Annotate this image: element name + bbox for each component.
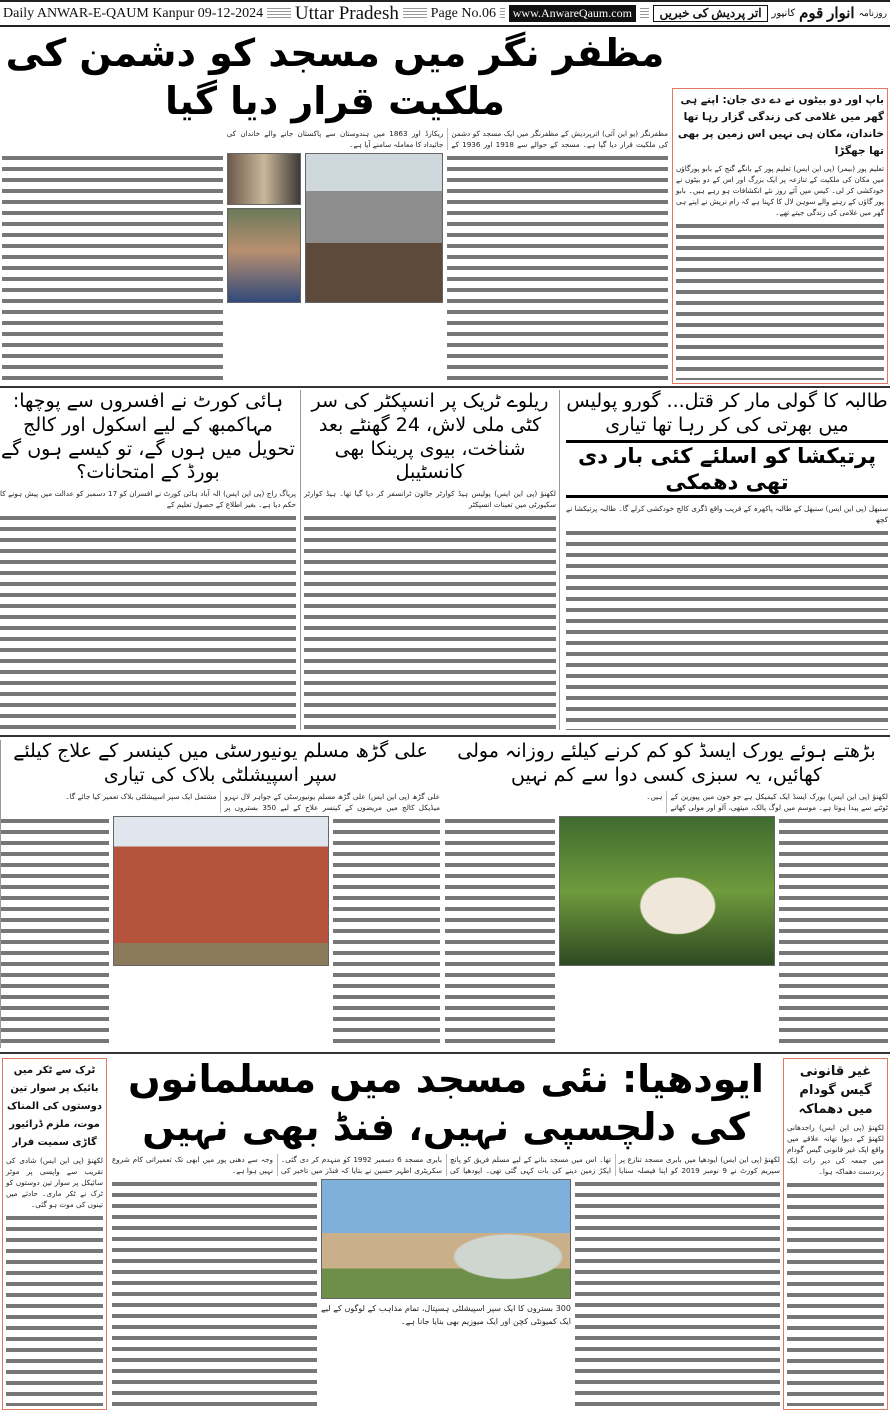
story-headline: طالبہ کا گولی مار کر قتل... گورو پولیس میں بھرتی کی کر رہا تھا تیاری — [566, 390, 888, 436]
person-photo — [227, 153, 301, 205]
story-headline: علی گڑھ مسلم یونیورسٹی میں کینسر کے علاج کیلئے سپر اسپیشلٹی بلاک کی تیاری — [13, 740, 428, 786]
section-name: Uttar Pradesh — [294, 2, 399, 24]
ayodhya-body — [112, 1179, 780, 1410]
mosque-design-photo — [321, 1179, 571, 1299]
brief-headline: ٹرک سے ٹکر میں بائیک پر سوار تین دوستوں کی المناک موت، ملزم ڈرائیور گاڑی سمیت فرار — [7, 1065, 102, 1148]
brief-text: لکھنؤ (پی این ایس) راجدھانی لکھنؤ کے دیوا تھانہ علاقے میں واقع ایک غیر قانونی گیس گودام میں جمعہ کی دیر رات ایک زبردست دھماکہ ہوا۔ — [787, 1123, 884, 1176]
page-number: Page No.06 — [430, 5, 496, 21]
story-student-murder — [566, 390, 888, 730]
daily-label: روزنامہ — [858, 8, 887, 18]
left-brief-box — [2, 1058, 107, 1410]
divider — [0, 1052, 890, 1054]
story-text: پریاگ راج (پی این ایس) الہ آباد ہائی کورٹ نے افسران کو 17 دسمبر کو عدالت میں پیش ہونے کا حکم دیا ہے۔ بغیر اطلاع کے حصول تعلیم کے — [0, 489, 296, 509]
side-story-box — [672, 88, 888, 384]
story-uric-acid — [445, 740, 888, 1048]
story-railway-inspector — [300, 390, 560, 730]
story-headline: ریلوے ٹریک پر انسپکٹر کی سر کٹی ملی لاش، 24 گھنٹے بعد شناخت، بیوی پرینکا بھی کانسٹیبل — [311, 390, 549, 484]
story-headline: ہائی کورٹ نے افسروں سے پوچھا: مہاکمبھ کے لیے اسکول اور کالج تحویل میں ہوں گے، تو کیسے ہوں گے بورڈ کے امتحانات؟ — [1, 390, 295, 484]
story-high-court — [0, 390, 296, 730]
section-urdu: اتر پردیش کی خبریں — [653, 5, 767, 22]
edition-info: Daily ANWAR-E-QAUM Kanpur 09-12-2024 — [3, 5, 264, 21]
divider — [0, 386, 890, 388]
top-article-text: مظفرنگر (یو این آئی) اترپردیش کے مظفرنگر میں ایک مسجد کو دشمن کی ملکیت قرار دیا گیا ہے۔ مسجد کے حوالے سے 1918 اور 1936 کے ریکارڈ اور 1863 میں ہندوستان سے پاکستان جانے والے خاندان کی جائیداد کا معاملہ سامنے آیا ہے۔ — [226, 129, 668, 149]
story-text: علی گڑھ (پی این ایس) علی گڑھ مسلم یونیورسٹی کے جواہر لال نہرو میڈیکل کالج میں مریضوں کے کینسر علاج کے لیے 350 بستروں پر مشتمل ایک سپر اسپیشلٹی بلاک تعمیر کیا جائے گا۔ — [65, 791, 440, 812]
story-headline: بڑھتے ہوئے یورک ایسڈ کو کم کرنے کیلئے روزانہ مولی کھائیں، یہ سبزی کسی دوا سے کم نہیں — [457, 740, 876, 786]
ayodhya-text: لکھنؤ (پی این ایس) ایودھیا میں بابری مسجد تنازع پر سپریم کورٹ نے 9 نومبر 2019 کو اپنا فیصلہ سنایا تھا۔ اس میں مسجد بنانے کے لیے مسلم فریق کو پانچ ایکڑ زمین دینے کی بات کہی گئی تھی۔ ایودھیا کی بابری مسجد 6 دسمبر 1992 کو منہدم کر دی گئی۔ سکریٹری اطہر حسین نے بتایا کہ فنڈز میں تاخیر کی وجہ سے دھنی پور میں ابھی تک تعمیراتی کام شروع نہیں ہوا ہے۔ — [112, 1155, 780, 1175]
side-headline: باپ اور دو بیٹوں نے دے دی جان: اپنے ہی گھر میں غلامی کی زندگی گزار رہا تھا خاندان، مکان ہی نہیں اس زمین پر بھی تھا جھگڑا — [677, 94, 884, 157]
top-headline: مظفر نگر میں مسجد کو دشمن کی ملکیت قرار دیا گیا — [5, 31, 665, 123]
side-story-text: تعلیم پور (بیمر) (پی این ایس) تعلیم پور کے بانگے گنج کے بابو پورگاؤں میں مکان کی ملکیت کے تنازعہ پر ایک بزرگ اور اس کے دو بیٹوں نے خودکشی کر لی۔ کیس میں آئے روز نئے انکشافات ہو رہے ہیں۔ بابو پور گاؤں کے رہنے والے سوہن لال کا کہنا ہے کہ رام نریش نے اپنے ہی گھر میں غلامی کی زندگی جیتے تھے۔ — [676, 164, 884, 217]
story-amu-cancer — [0, 740, 440, 1048]
city: کانپور — [771, 8, 796, 19]
divider — [0, 735, 890, 737]
story-text: لکھنؤ (پی این ایس) پولیس ہیڈ کوارٹر جالون ٹرانسفر کر دیا گیا تھا۔ ہیڈ کوارٹر سکیورٹی میں تعینات انسپکٹر — [304, 489, 556, 509]
right-brief-box — [783, 1058, 888, 1410]
amu-building-photo — [113, 816, 329, 966]
story-text: سنبھل (پی این ایس) سنبھل کے طالبہ پاکھرہ کے قریب واقع ڈگری کالج خودکشی کرلے گا۔ طالبہ پرتیکشا نے کچھ — [566, 504, 888, 524]
ayodhya-headline: ایودھیا: نئی مسجد میں مسلمانوں کی دلچسپی نہیں، فنڈ بھی نہیں — [128, 1057, 764, 1149]
brief-headline: غیر قانونی گیس گودام میں دھماکہ — [798, 1064, 873, 1117]
top-story — [2, 30, 668, 384]
caption-text: 300 بستروں کا ایک سپر اسپیشلٹی ہسپتال، تمام مذاہب کے لوگوں کے لیے ایک کمیونٹی کچن اور ایک میوزیم بھی بنایا جانا ہے۔ — [321, 1304, 571, 1326]
ayodhya-story — [112, 1056, 780, 1410]
press-photo — [227, 208, 301, 303]
building-photo — [305, 153, 443, 303]
brief-text: لکھنؤ (پی این ایس) شادی کی تقریب سے واپسی پر موٹر سائیکل پر سوار تین دوستوں کو ٹرک نے ٹکر ماری۔ حادثے میں تینوں کی موت ہو گئی۔ — [6, 1156, 103, 1209]
newspaper-logo: انوار قوم — [799, 6, 855, 22]
radish-photo — [559, 816, 775, 966]
story-text: لکھنؤ (پی این ایس) یورک ایسڈ ایک کیمیکل ہے جو خون میں پیورین کے ٹوٹنے سے پیدا ہوتا ہے۔ موسم میں لوگ پالک، میتھی، آلو اور مولی کھاتے ہیں۔ — [646, 791, 888, 812]
masthead-bar — [0, 0, 890, 27]
story-subheadline: پرتیکشا کو اسلئے کئی بار دی تھی دھمکی — [566, 440, 888, 499]
website-link[interactable]: www.AnwareQaum.com — [509, 5, 636, 22]
top-article-body — [2, 153, 668, 384]
